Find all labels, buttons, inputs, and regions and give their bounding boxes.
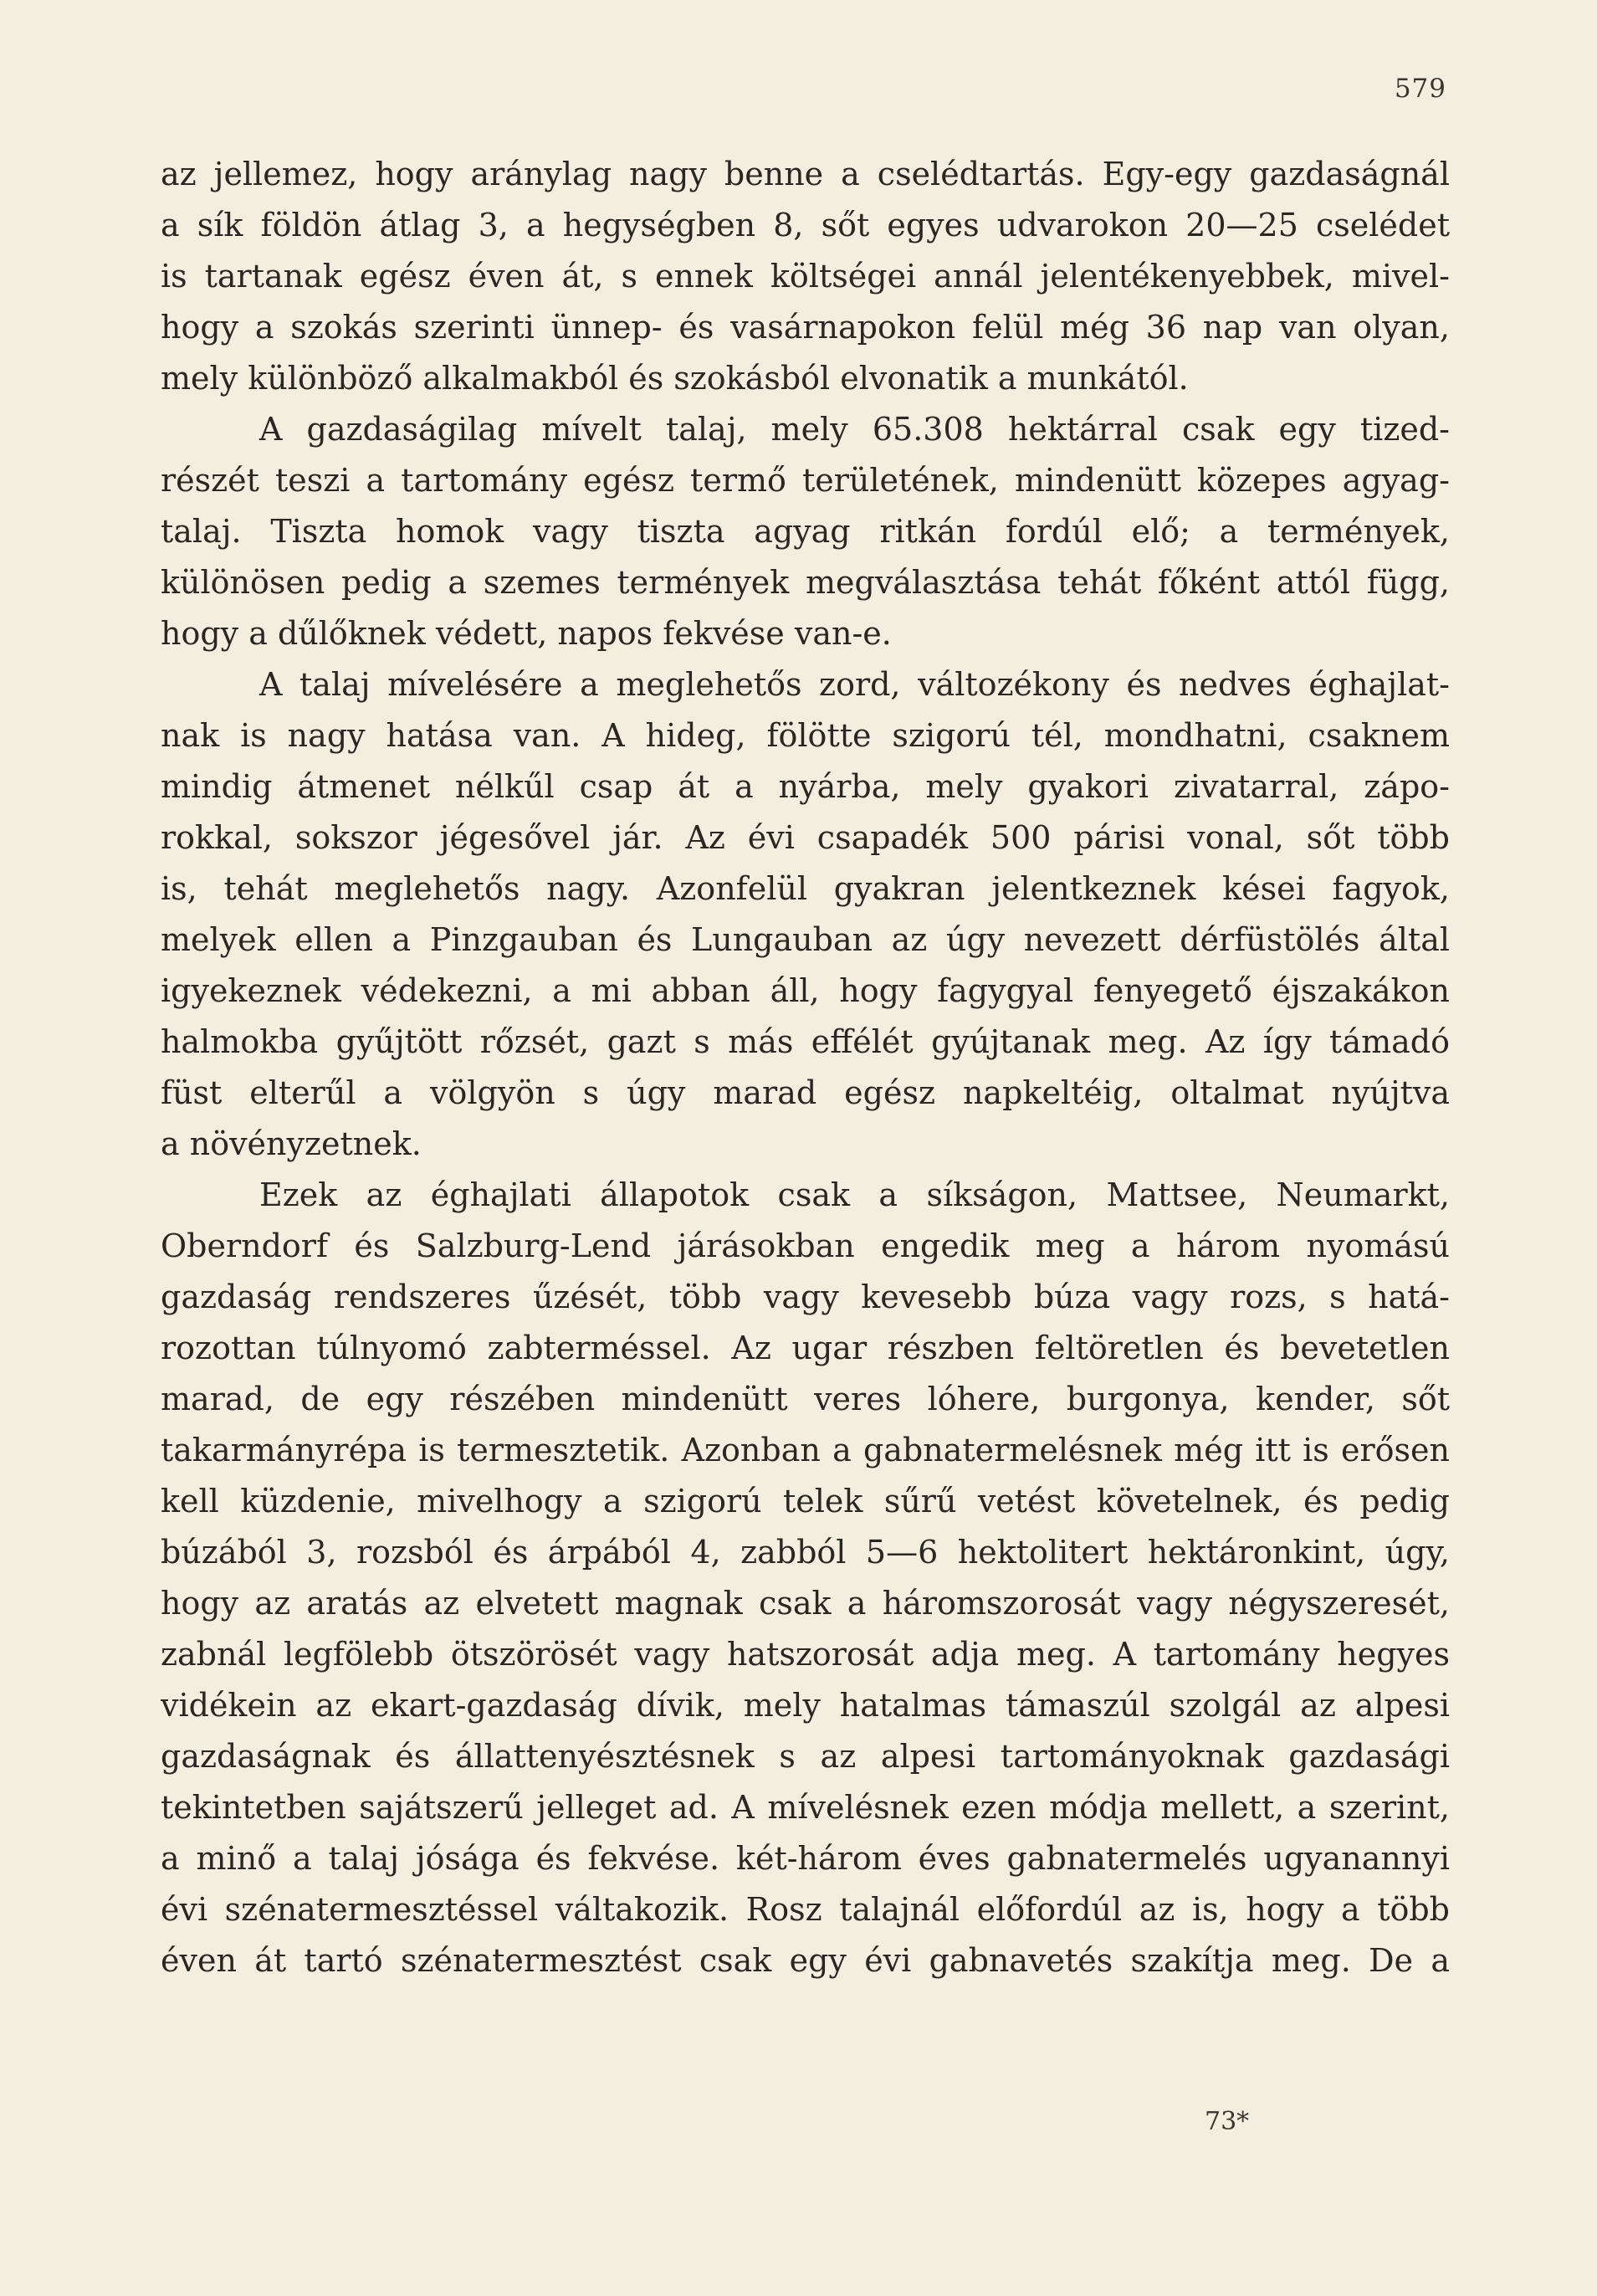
text-line: marad, de egy részében mindenütt veres lóhere, burgonya, kender, sőt — [161, 1381, 1450, 1417]
text-line: tekintetben sajátszerű jelleget ad. A mívelésnek ezen módja mellett, a szerint, — [161, 1789, 1450, 1826]
text-line: takarmányrépa is termesztetik. Azonban a gabnatermelésnek még itt is erősen — [161, 1432, 1450, 1468]
text-line: is, tehát meglehetős nagy. Azonfelül gyakran jelentkeznek kései fagyok, — [161, 870, 1450, 907]
text-line: talaj. Tiszta homok vagy tiszta agyag ritkán fordúl elő; a termények, — [161, 513, 1450, 550]
text-line: A gazdaságilag mívelt talaj, mely 65.308 hektárral csak egy tized- — [259, 411, 1450, 448]
text-line: Ezek az éghajlati állapotok csak a síkságon, Mattsee, Neumarkt, — [259, 1176, 1450, 1213]
body-text — [161, 149, 1450, 1986]
text-line: mely különböző alkalmakból és szokásból elvonatik a munkától. — [161, 360, 1189, 397]
text-line: a növényzetnek. — [161, 1125, 422, 1162]
text-line: búzából 3, rozsból és árpából 4, zabból 5—6 hektolitert hektáronkint, úgy, — [161, 1534, 1450, 1571]
text-line: részét teszi a tartomány egész termő területének, mindenütt közepes agyag- — [161, 462, 1450, 499]
text-line: hogy az aratás az elvetett magnak csak a háromszorosát vagy négyszeresét, — [161, 1585, 1450, 1622]
text-line: mindig átmenet nélkűl csap át a nyárba, mely gyakori zivatarral, zápo- — [161, 768, 1450, 805]
text-line: füst elterűl a völgyön s úgy marad egész napkeltéig, oltalmat nyújtva — [161, 1074, 1450, 1111]
text-line: kell küzdenie, mivelhogy a szigorú telek sűrű vetést követelnek, és pedig — [161, 1483, 1450, 1520]
text-line: is tartanak egész éven át, s ennek költségei annál jelentékenyebbek, mivel- — [161, 258, 1450, 295]
text-line: rozottan túlnyomó zabterméssel. Az ugar részben feltöretlen és bevetetlen — [161, 1330, 1450, 1366]
text-line: éven át tartó szénatermesztést csak egy évi gabnavetés szakítja meg. De a — [161, 1942, 1450, 1979]
text-line: igyekeznek védekezni, a mi abban áll, hogy fagygyal fenyegető éjszakákon — [161, 972, 1450, 1009]
text-line: gazdaságnak és állattenyésztésnek s az alpesi tartományoknak gazdasági — [161, 1738, 1450, 1775]
text-line: a minő a talaj jósága és fekvése. két-három éves gabnatermelés ugyanannyi — [161, 1840, 1450, 1877]
text-line: különösen pedig a szemes termények megválasztása tehát főként attól függ, — [161, 564, 1450, 601]
text-line: zabnál legfölebb ötszörösét vagy hatszorosát adja meg. A tartomány hegyes — [161, 1636, 1450, 1673]
text-line: az jellemez, hogy aránylag nagy benne a cselédtartás. Egy-egy gazdaságnál — [161, 156, 1450, 192]
text-line: melyek ellen a Pinzgauban és Lungauban az úgy nevezett dérfüstölés által — [161, 921, 1450, 958]
text-line: Oberndorf és Salzburg-Lend járásokban engedik meg a három nyomású — [161, 1227, 1450, 1264]
text-line: hogy a szokás szerinti ünnep- és vasárnapokon felül még 36 nap van olyan, — [161, 309, 1450, 346]
page-number: 579 — [1394, 74, 1446, 104]
text-line: rokkal, sokszor jégesővel jár. Az évi csapadék 500 párisi vonal, sőt több — [161, 819, 1450, 856]
text-line: hogy a dűlőknek védett, napos fekvése van-e. — [161, 615, 892, 652]
text-line: gazdaság rendszeres űzését, több vagy kevesebb búza vagy rozs, s hatá- — [161, 1279, 1450, 1315]
text-line: A talaj mívelésére a meglehetős zord, változékony és nedves éghajlat- — [259, 666, 1450, 703]
text-line: vidékein az ekart-gazdaság dívik, mely hatalmas támaszúl szolgál az alpesi — [161, 1687, 1450, 1724]
text-line: nak is nagy hatása van. A hideg, fölötte szigorú tél, mondhatni, csaknem — [161, 717, 1450, 754]
printer-signature-mark: 73* — [1205, 2107, 1250, 2136]
text-line: évi szénatermesztéssel váltakozik. Rosz talajnál előfordúl az is, hogy a több — [161, 1891, 1450, 1928]
text-line: a sík földön átlag 3, a hegységben 8, sőt egyes udvarokon 20—25 cselédet — [161, 207, 1450, 243]
text-line: halmokba gyűjtött rőzsét, gazt s más effélét gyújtanak meg. Az így támadó — [161, 1023, 1450, 1060]
